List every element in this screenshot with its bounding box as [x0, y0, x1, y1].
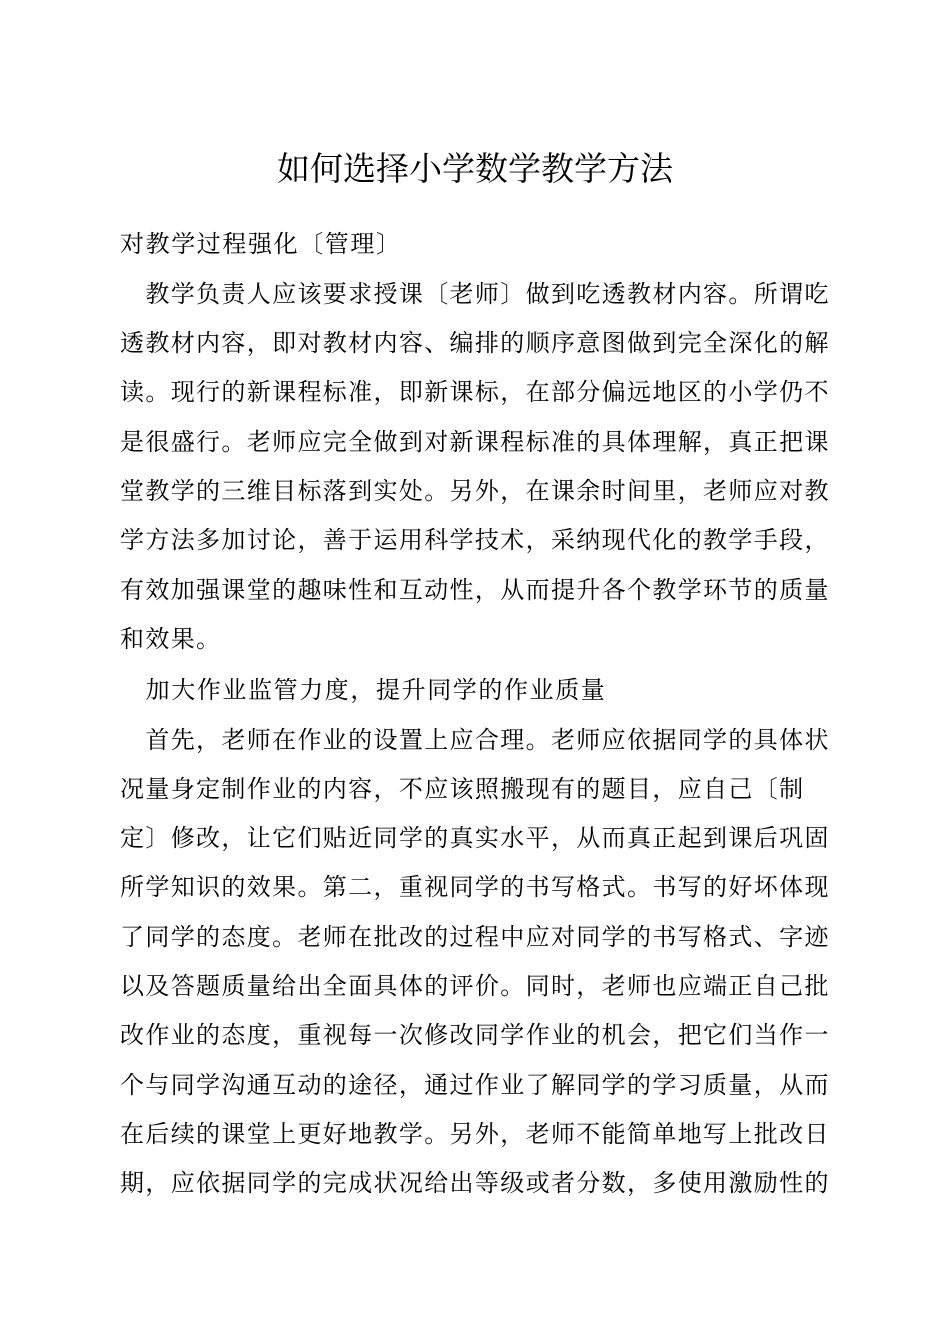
paragraph-line: 首先，老师在作业的设置上应合理。老师应依据同学的具体状 [120, 726, 830, 754]
paragraph-line: 是很盛行。老师应完全做到对新课程标准的具体理解，真正把课 [120, 428, 830, 456]
paragraph-line: 以及答题质量给出全面具体的评价。同时，老师也应端正自己批 [120, 972, 830, 1000]
paragraph-line: 了同学的态度。老师在批改的过程中应对同学的书写格式、字迹 [120, 923, 830, 951]
paragraph-line: 改作业的态度，重视每一次修改同学作业的机会，把它们当作一 [120, 1021, 830, 1049]
paragraph-line: 和效果。 [120, 625, 222, 653]
document-title: 如何选择小学数学教学方法 [277, 149, 673, 188]
paragraph-line: 期，应依据同学的完成状况给出等级或者分数，多使用激励性的 [120, 1169, 830, 1197]
paragraph-line: 在后续的课堂上更好地教学。另外，老师不能简单地写上批改日 [120, 1120, 830, 1148]
paragraph-line: 透教材内容，即对教材内容、编排的顺序意图做到完全深化的解 [120, 329, 830, 357]
section-heading-management: 对教学过程强化〔管理〕 [120, 230, 402, 258]
paragraph-line: 所学知识的效果。第二，重视同学的书写格式。书写的好坏体现 [120, 873, 830, 901]
paragraph-line: 定〕修改，让它们贴近同学的真实水平，从而真正起到课后巩固 [120, 824, 830, 852]
paragraph-line: 况量身定制作业的内容，不应该照搬现有的题目，应自己〔制 [120, 775, 805, 803]
paragraph-line: 堂教学的三维目标落到实处。另外，在课余时间里，老师应对教 [120, 477, 830, 505]
paragraph-line: 教学负责人应该要求授课〔老师〕做到吃透教材内容。所谓吃 [120, 280, 830, 308]
paragraph-line: 学方法多加讨论，善于运用科学技术，采纳现代化的教学手段， [120, 526, 830, 554]
paragraph-line: 读。现行的新课程标准，即新课标，在部分偏远地区的小学仍不 [120, 378, 830, 406]
section-heading-homework: 加大作业监管力度，提升同学的作业质量 [120, 676, 607, 704]
paragraph-line: 有效加强课堂的趣味性和互动性，从而提升各个教学环节的质量 [120, 576, 830, 604]
paragraph-line: 个与同学沟通互动的途径，通过作业了解同学的学习质量，从而 [120, 1071, 830, 1099]
